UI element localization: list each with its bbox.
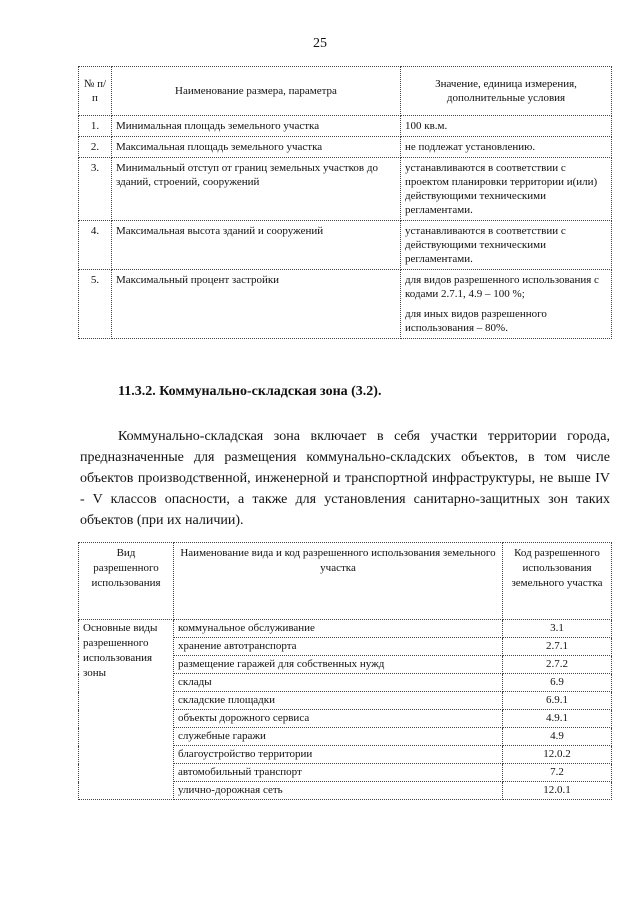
use-code: 7.2: [503, 764, 612, 782]
parameters-table: [78, 66, 612, 339]
use-group-label: Основные виды разрешенного использования зоны: [79, 620, 174, 800]
section-heading: 11.3.2. Коммунально-складская зона (3.2).: [118, 384, 382, 399]
parameter-name: Максимальная высота зданий и сооружений: [112, 221, 401, 270]
header-use-code: Код разрешенного использования земельного участка: [503, 543, 612, 620]
table-header-row: [79, 543, 612, 620]
table-row: [79, 158, 612, 221]
parameter-value: [401, 137, 612, 158]
parameter-value: [401, 221, 612, 270]
parameter-name: Минимальный отступ от границ земельных участков до зданий, строений, сооружений: [112, 158, 401, 221]
header-use-type: Вид разрешенного использования: [79, 543, 174, 620]
header-number: № п/п: [79, 67, 112, 116]
table-row: [79, 221, 612, 270]
header-parameter: Наименование размера, параметра: [112, 67, 401, 116]
use-name: размещение гаражей для собственных нужд: [174, 656, 503, 674]
table-row: [79, 620, 612, 638]
table-header-row: [79, 67, 612, 116]
use-name: улично-дорожная сеть: [174, 782, 503, 800]
row-number: 1.: [79, 116, 112, 137]
use-code: 2.7.1: [503, 638, 612, 656]
table-row: [79, 137, 612, 158]
use-code: 6.9.1: [503, 692, 612, 710]
value-text: не подлежат установлению.: [405, 141, 536, 153]
table-row: [79, 116, 612, 137]
value-text: устанавливаются в соответствии с действующими техническими регламентами.: [405, 225, 566, 265]
use-name: объекты дорожного сервиса: [174, 710, 503, 728]
use-name: автомобильный транспорт: [174, 764, 503, 782]
use-name: хранение автотранспорта: [174, 638, 503, 656]
value-text: 100 кв.м.: [405, 120, 448, 132]
use-name: коммунальное обслуживание: [174, 620, 503, 638]
use-code: 12.0.1: [503, 782, 612, 800]
row-number: 2.: [79, 137, 112, 158]
parameter-value: [401, 270, 612, 339]
table-row: [79, 270, 612, 339]
parameter-value: [401, 158, 612, 221]
use-code: 6.9: [503, 674, 612, 692]
page-number: 25: [313, 36, 327, 51]
value-text: для иных видов разрешенного использования – 80%.: [405, 308, 547, 334]
row-number: 3.: [79, 158, 112, 221]
use-name: складские площадки: [174, 692, 503, 710]
use-name: служебные гаражи: [174, 728, 503, 746]
parameter-name: Максимальный процент застройки: [112, 270, 401, 339]
use-code: 3.1: [503, 620, 612, 638]
header-value: Значение, единица измерения, дополнительные условия: [401, 67, 612, 116]
row-number: 4.: [79, 221, 112, 270]
parameter-name: Максимальная площадь земельного участка: [112, 137, 401, 158]
use-code: 4.9.1: [503, 710, 612, 728]
body-paragraph: Коммунально-складская зона включает в себя участки территории города, предназначенные для размещения коммунально-складских объектов, в том числе объектов производственной, инженерной и транспортной инфраструктуры, не выше IV - V классов опасности, а также для установления санитарно-защитных зон таких объектов (при их наличии).: [80, 429, 610, 528]
value-text: устанавливаются в соответствии с проектом планировки территории и(или) действующими техническими регламентами.: [405, 162, 598, 216]
value-text: для видов разрешенного использования с кодами 2.7.1, 4.9 – 100 %;: [405, 274, 599, 300]
land-use-table: [78, 542, 612, 800]
use-code: 12.0.2: [503, 746, 612, 764]
use-code: 4.9: [503, 728, 612, 746]
parameter-name: Минимальная площадь земельного участка: [112, 116, 401, 137]
use-name: благоустройство территории: [174, 746, 503, 764]
use-code: 2.7.2: [503, 656, 612, 674]
parameter-value: [401, 116, 612, 137]
use-name: склады: [174, 674, 503, 692]
header-use-name: Наименование вида и код разрешенного использования земельного участка: [174, 543, 503, 620]
row-number: 5.: [79, 270, 112, 339]
